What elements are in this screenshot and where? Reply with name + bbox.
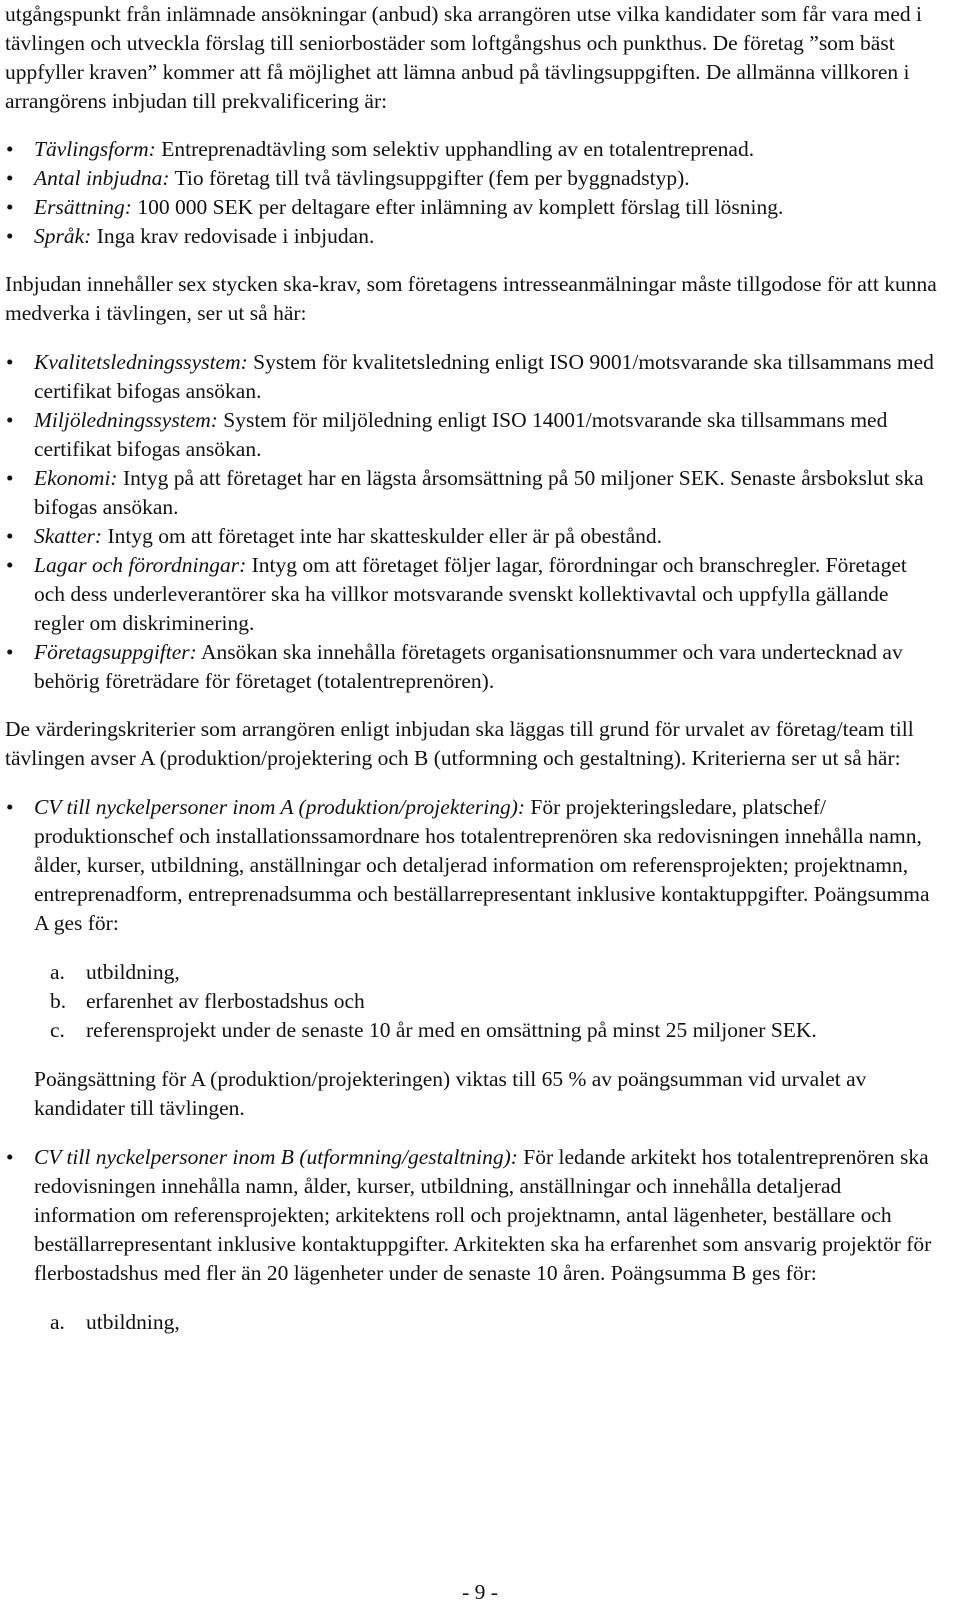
criterion-b-sublist [5, 1308, 940, 1337]
sub-item-letter: c. [50, 1018, 65, 1042]
document-page [5, 0, 940, 1337]
sub-item [5, 987, 940, 1016]
condition-text: 100 000 SEK per deltagare efter inlämning av komplett förslag till lösning. [131, 195, 784, 219]
conditions-list [5, 135, 940, 251]
page-number: - 9 - [462, 1580, 498, 1604]
criterion-b-text: För ledande arkitekt hos totalentreprenören ska redovisningen innehålla namn, ålder, kurser, utbildning, anställningar och innehålla detaljerad information om referensprojekten; arkitektens roll och projektnamn, antal lägenheter, beställare och beställarrepresentant inklusive kontaktuppgifter. Arkitekten ska ha erfarenhet som ansvarig projektör för flerbostadshus med fler än 20 lägenheter under de senaste 10 åren. Poängsumma B ges för: [34, 1145, 932, 1285]
requirement-text: Intyg på att företaget har en lägsta årsomsättning på 50 miljoner SEK. Senaste årsbokslut ska bifogas ansökan. [34, 466, 924, 519]
condition-label: Antal inbjudna: [34, 166, 170, 190]
sub-item-text: erfarenhet av flerbostadshus och [86, 989, 365, 1013]
sub-item-text: utbildning, [86, 960, 180, 984]
criterion-a [5, 793, 940, 938]
requirement-text: System för kvalitetsledning enligt ISO 9001/motsvarande ska tillsammans med certifikat bifogas ansökan. [34, 350, 934, 403]
intro-paragraph: utgångspunkt från inlämnade ansökningar (anbud) ska arrangören utse vilka kandidater som får vara med i tävlingen och utveckla förslag till seniorbostäder som loftgångshus och punkthus. De företag ”som bäst uppfyller kraven” kommer att få möjlighet att lämna anbud på tävlingsuppgiften. De allmänna villkoren i arrangörens inbjudan till prekvalificering är: [5, 2, 923, 113]
sub-item-letter: b. [50, 989, 67, 1013]
requirement-label: Kvalitetsledningssystem: [34, 350, 248, 374]
condition-item [5, 164, 940, 193]
criterion-a-text: För projekteringsledare, platschef/ produktionschef och installationssamordnare hos totalentreprenören ska redovisningen innehålla namn, ålder, kurser, utbildning, anställningar och detaljerad information om referensprojekten; projektnamn, entreprenadform, entreprenadsumma och beställarrepresentant inklusive kontaktuppgifter. Poängsumma A ges för: [34, 795, 930, 935]
criteria-intro: De värderingskriterier som arrangören enligt inbjudan ska läggas till grund för urvalet av företag/team till tävlingen avser A (produktion/projektering och B (utformning och gestaltning). Kriterierna ser ut så här: [5, 717, 914, 770]
criterion-a-list [5, 793, 940, 938]
sub-item-letter: a. [50, 960, 65, 984]
condition-text: Inga krav redovisade i inbjudan. [91, 224, 375, 248]
requirement-item [5, 551, 940, 638]
condition-item [5, 193, 940, 222]
sub-item [5, 958, 940, 987]
sub-item-text: utbildning, [86, 1310, 180, 1334]
sub-item-text: referensprojekt under de senaste 10 år med en omsättning på minst 25 miljoner SEK. [86, 1018, 817, 1042]
condition-item [5, 222, 940, 251]
condition-text: Tio företag till två tävlingsuppgifter (fem per byggnadstyp). [169, 166, 690, 190]
criterion-b [5, 1143, 940, 1288]
requirements-intro: Inbjudan innehåller sex stycken ska-krav, som företagens intresseanmälningar måste tillgodose för att kunna medverka i tävlingen, ser ut så här: [5, 272, 937, 325]
requirement-text: Intyg om att företaget följer lagar, förordningar och branschregler. Företaget och dess underleverantörer ska ha villkor motsvarande svenskt kollektivavtal och uppfylla gällande regler om diskriminering. [34, 553, 907, 635]
requirement-text: Ansökan ska innehålla företagets organisationsnummer och vara undertecknad av behörig företrädare för företaget (totalentreprenören). [34, 640, 903, 693]
requirement-item [5, 348, 940, 406]
condition-label: Språk: [34, 224, 92, 248]
requirement-label: Skatter: [34, 524, 103, 548]
requirement-item [5, 406, 940, 464]
requirement-label: Miljöledningssystem: [34, 408, 218, 432]
criterion-b-list [5, 1143, 940, 1288]
requirement-label: Ekonomi: [34, 466, 118, 490]
criterion-a-label: CV till nyckelpersoner inom A (produktion/projektering): [34, 795, 526, 819]
requirement-text: Intyg om att företaget inte har skatteskulder eller är på obestånd. [102, 524, 663, 548]
condition-item [5, 135, 940, 164]
condition-label: Tävlingsform: [34, 137, 156, 161]
sub-item-letter: a. [50, 1310, 65, 1334]
requirements-list [5, 348, 940, 696]
requirement-item [5, 638, 940, 696]
condition-text: Entreprenadtävling som selektiv upphandling av en totalentreprenad. [155, 137, 755, 161]
requirement-item [5, 464, 940, 522]
requirement-label: Företagsuppgifter: [34, 640, 197, 664]
sub-item [5, 1308, 940, 1337]
requirement-label: Lagar och förordningar: [34, 553, 247, 577]
criterion-a-weight: Poängsättning för A (produktion/projekteringen) viktas till 65 % av poängsumman vid urvalet av kandidater till tävlingen. [34, 1067, 867, 1120]
sub-item [5, 1016, 940, 1045]
requirement-text: System för miljöledning enligt ISO 14001/motsvarande ska tillsammans med certifikat bifogas ansökan. [34, 408, 888, 461]
condition-label: Ersättning: [34, 195, 132, 219]
criterion-b-label: CV till nyckelpersoner inom B (utformning/gestaltning): [34, 1145, 518, 1169]
requirement-item [5, 522, 940, 551]
criterion-a-sublist [5, 958, 940, 1045]
